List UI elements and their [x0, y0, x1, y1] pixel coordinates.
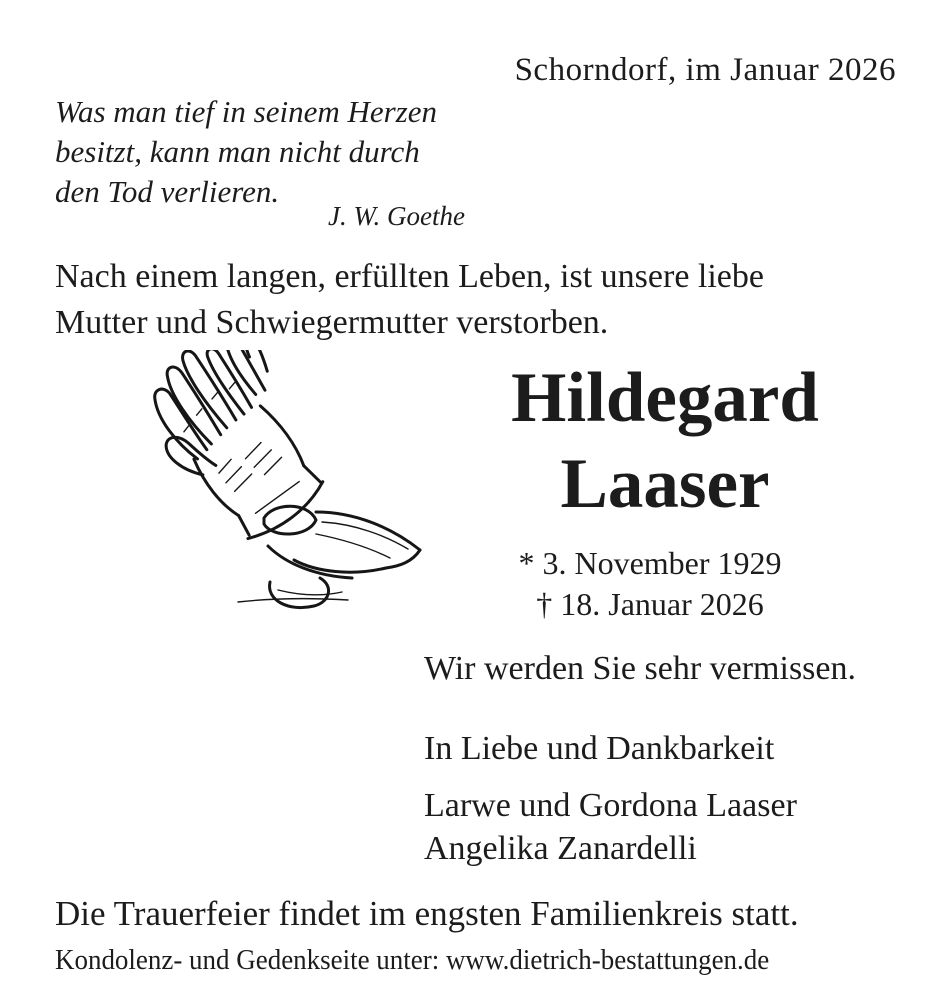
quote-line-2: besitzt, kann man nicht durch	[55, 134, 420, 169]
quote-line-3: den Tod verlieren.	[55, 174, 280, 209]
mourner-1: Larwe und Gordona Laaser	[424, 787, 797, 824]
closing-line: In Liebe und Dankbarkeit	[424, 730, 775, 767]
intro-paragraph	[55, 254, 764, 346]
farewell-line: Wir werden Sie sehr vermissen.	[424, 650, 857, 687]
birth-date: * 3. November 1929	[518, 545, 782, 581]
funeral-note: Die Trauerfeier findet im engsten Familienkreis statt.	[55, 894, 799, 933]
intro-line-1: Nach einem langen, erfüllten Leben, ist unsere liebe	[55, 258, 764, 295]
intro-line-2: Mutter und Schwiegermutter verstorben.	[55, 304, 609, 341]
memorial-quote	[55, 92, 437, 212]
death-date: † 18. Januar 2026	[536, 586, 764, 622]
dateline: Schorndorf, im Januar 2026	[514, 52, 896, 88]
deceased-last-name: Laaser	[560, 445, 770, 523]
praying-hands-icon	[118, 350, 438, 645]
condolence-note: Kondolenz- und Gedenkseite unter: www.dietrich-bestattungen.de	[55, 944, 770, 976]
deceased-name	[420, 355, 910, 527]
praying-hands-image	[118, 350, 438, 645]
mourners-list	[424, 784, 797, 870]
mourner-2: Angelika Zanardelli	[424, 830, 697, 867]
quote-attribution: J. W. Goethe	[328, 201, 465, 231]
deceased-first-name: Hildegard	[511, 359, 819, 437]
quote-line-1: Was man tief in seinem Herzen	[55, 94, 438, 129]
life-dates	[420, 543, 880, 625]
